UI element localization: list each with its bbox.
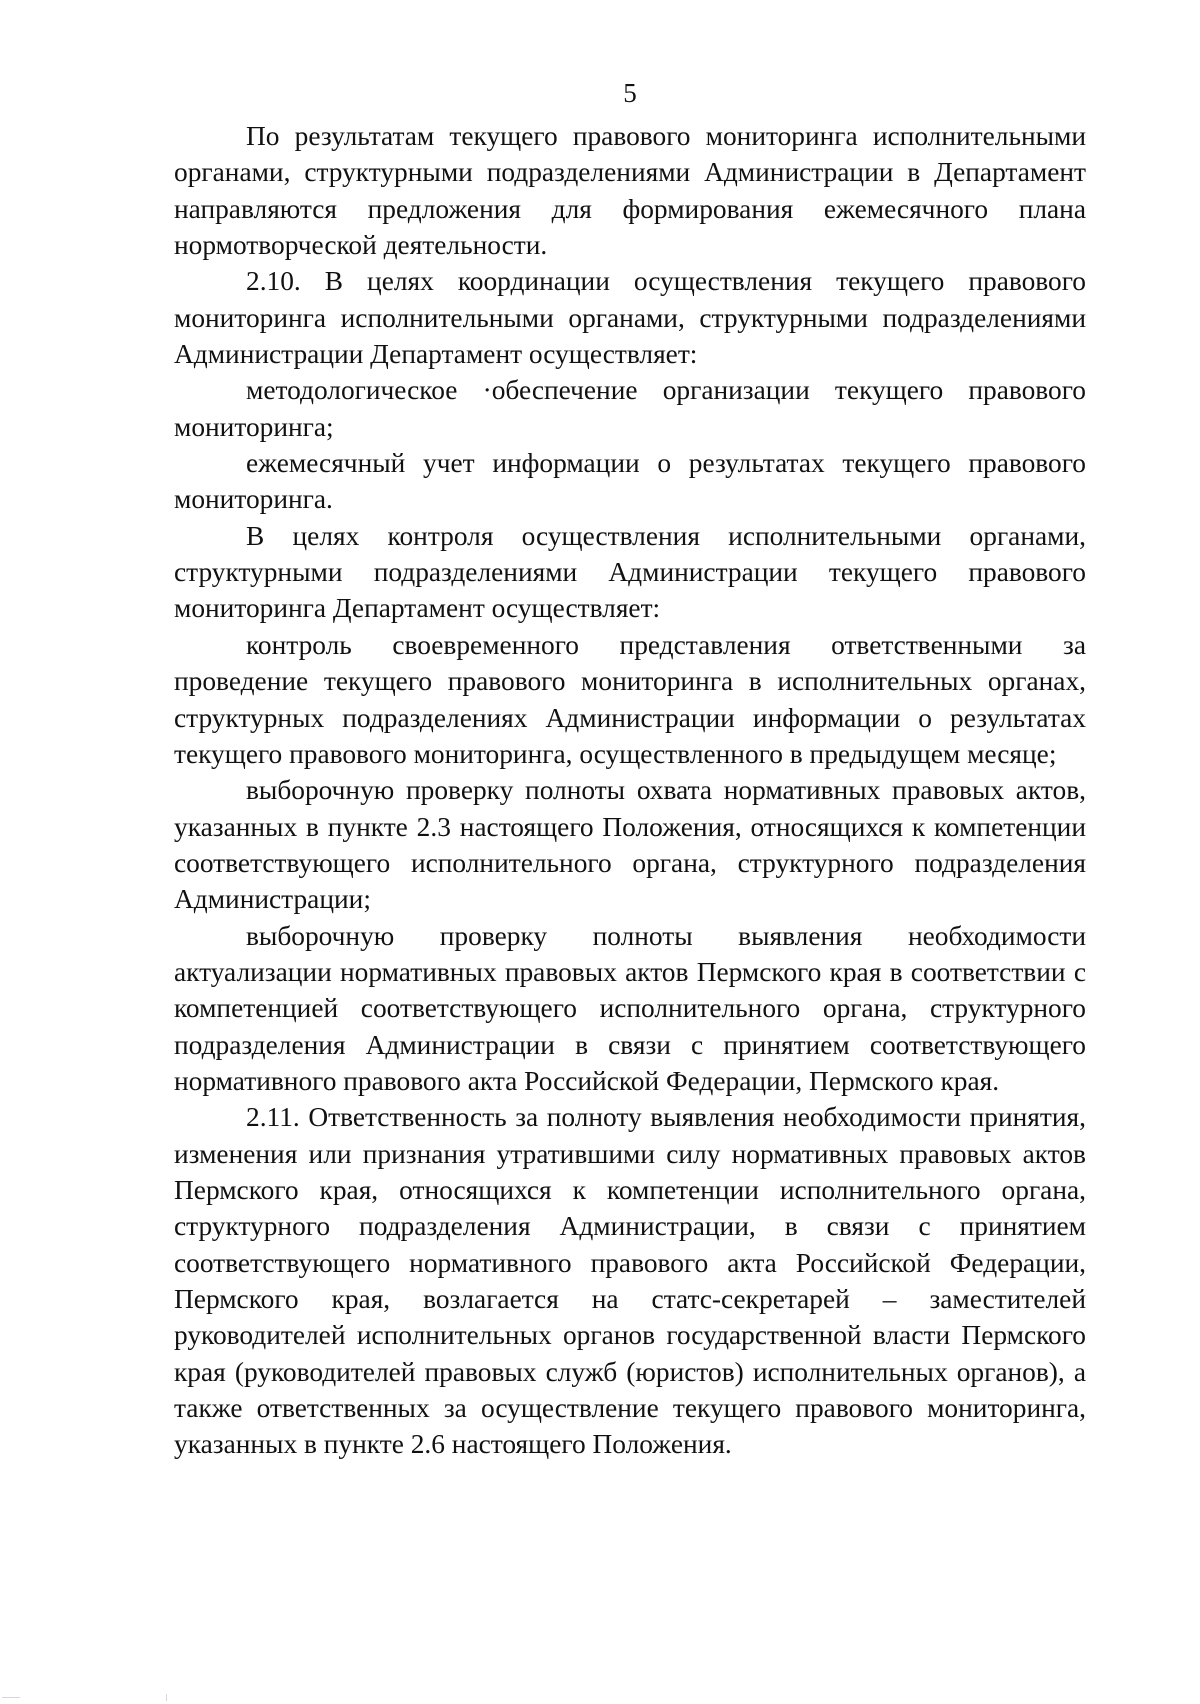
paragraph-2-11: 2.11. Ответственность за полноту выявления необходимости принятия, изменения или признания утратившими силу нормативных правовых актов Пермского края, относящихся к компетенции исполнительного органа, структурного подразделения Администрации, в связи с принятием соответствующего нормативного правового акта Российской Федерации, Пермского края, возлагается на статс-секретарей – заместителей руководителей исполнительных органов государственной власти Пермского края (руководителей правовых служб (юристов) исполнительных органов), а также ответственных за осуществление текущего правового мониторинга, указанных в пункте 2.6 настоящего Положения. [174,1102,1086,1460]
paragraph-coverage-check: выборочную проверку полноты охвата нормативных правовых актов, указанных в пункте 2.3 настоящего Положения, относящихся к компетенции соответствующего исполнительного органа, структурного подразделения Администрации; [174,775,1086,915]
paragraph-2-10: 2.10. В целях координации осуществления текущего правового мониторинга исполнительными органами, структурными подразделениями Администрации Департамент осуществляет: [174,266,1086,370]
paragraph-methodological-support: методологическое ·обеспечение организации текущего правового мониторинга; [174,375,1086,442]
paragraph-control-purpose: В целях контроля осуществления исполнительными органами, структурными подразделениями Администрации текущего правового мониторинга Департамент осуществляет: [174,520,1086,624]
paragraph-monthly-accounting: ежемесячный учет информации о результатах текущего правового мониторинга. [174,448,1086,515]
paragraph-update-check: выборочную проверку полноты выявления необходимости актуализации нормативных правовых актов Пермского края в соответствии с компетенцией соответствующего исполнительного органа, структурного подразделения Администрации в связи с принятием соответствующего нормативного правового акта Российской Федерации, Пермского края. [174,920,1086,1096]
document-body [174,118,1086,1463]
scan-edge-mark [2,1697,20,1698]
scan-edge-mark [166,1694,167,1701]
paragraph-monitoring-results: По результатам текущего правового мониторинга исполнительными органами, структурными подразделениями Администрации в Департамент направляются предложения для формирования ежемесячного плана нормотворческой деятельности. [174,121,1086,261]
page-number: 5 [623,78,637,108]
paragraph-timely-submission: контроль своевременного представления ответственными за проведение текущего правового мониторинга в исполнительных органах, структурных подразделениях Администрации информации о результатах текущего правового мониторинга, осуществленного в предыдущем месяце; [174,629,1086,769]
